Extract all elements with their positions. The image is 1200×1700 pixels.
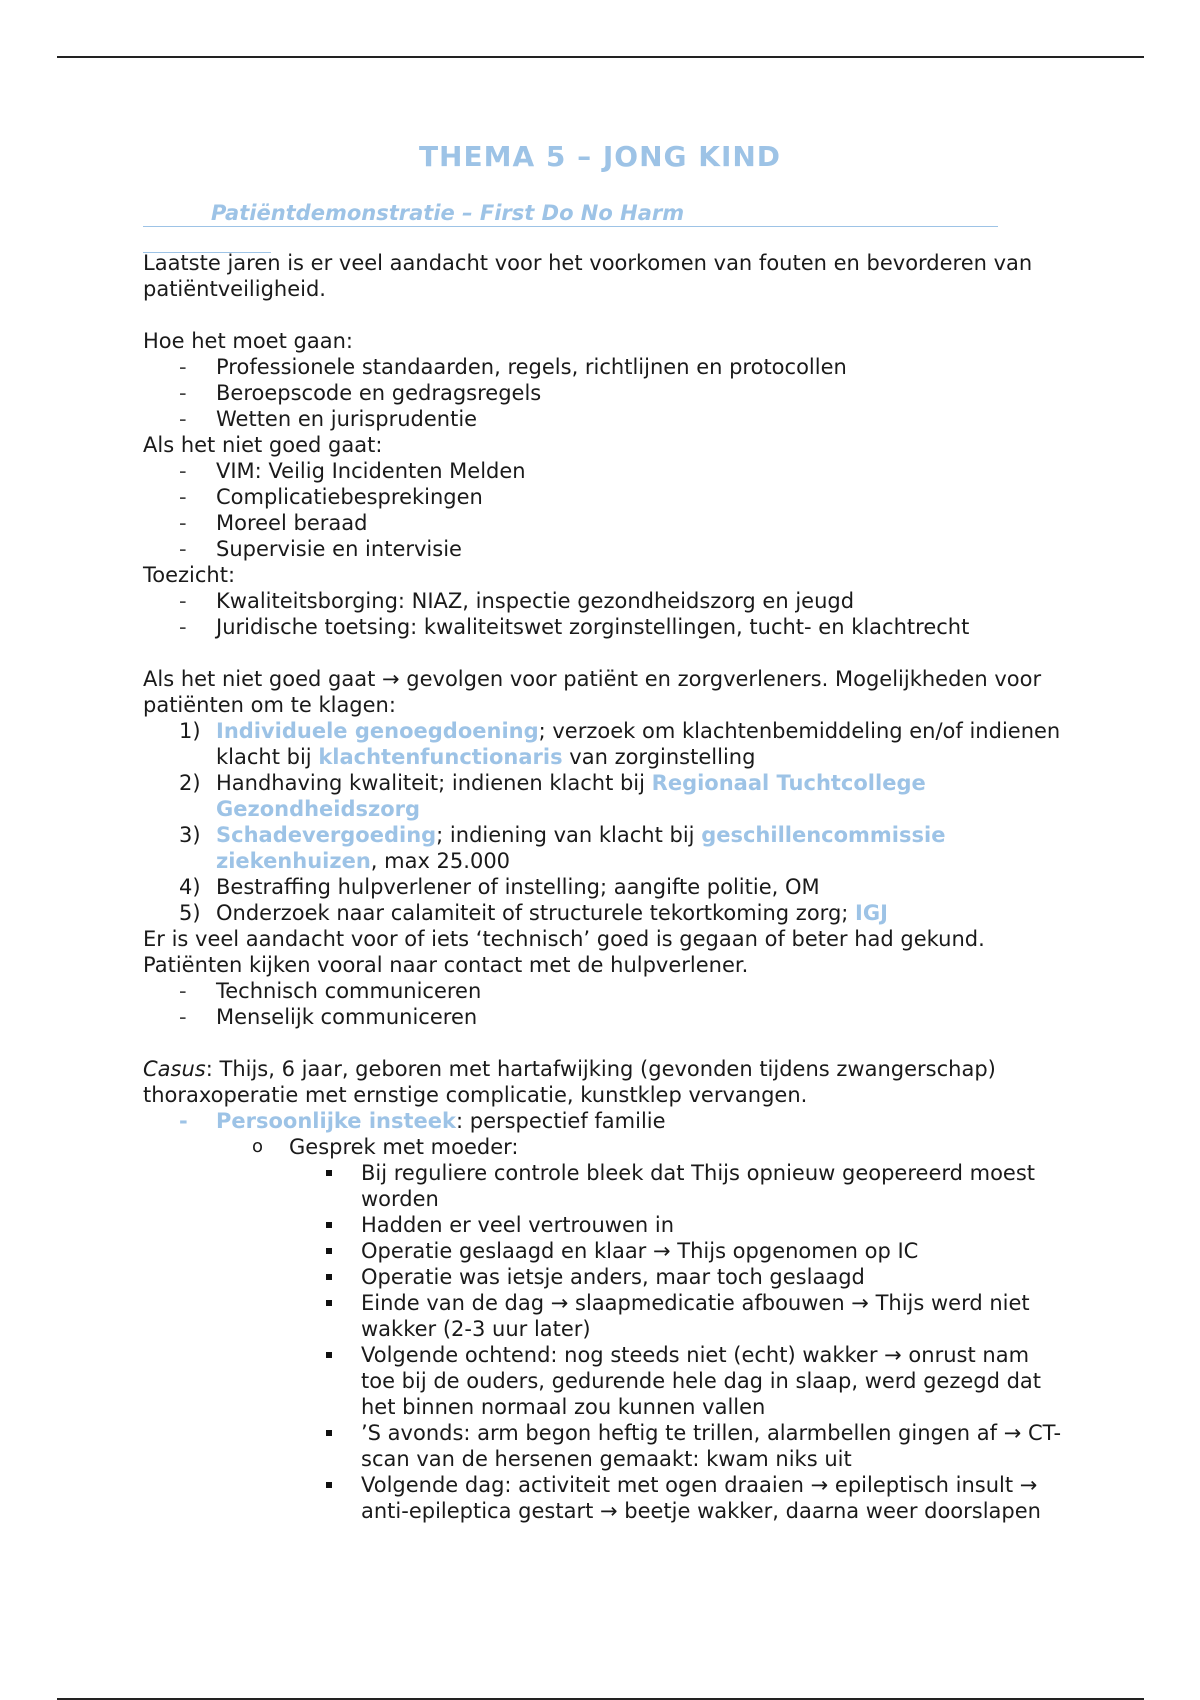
section-heading: Toezicht: [143, 563, 236, 587]
list-item: ’S avonds: arm begon heftig te trillen, alarmbellen gingen af → CT-scan van de hersenen gemaakt: kwam niks uit [143, 1420, 1063, 1472]
intro-paragraph: Laatste jaren is er veel aandacht voor het voorkomen van fouten en bevorderen van patiëntveiligheid. [143, 251, 1033, 301]
list-item: Volgende ochtend: nog steeds niet (echt) wakker → onrust nam toe bij de ouders, gedurende hele dag in slaap, werd gezegd dat het binnen normaal zou kunnen vallen [143, 1342, 1063, 1420]
item-number: 1) [179, 719, 201, 743]
highlight-term: klachtenfunctionaris [318, 745, 563, 769]
list-item [143, 770, 1063, 822]
list-item: Hadden er veel vertrouwen in [143, 1212, 1063, 1238]
casus-label: Casus [143, 1057, 206, 1081]
item-number: 4) [179, 875, 201, 899]
list-item: - Supervisie en intervisie [143, 536, 1063, 562]
list-item [143, 822, 1063, 874]
item-text: Onderzoek naar calamiteit of structurele tekortkoming zorg; [216, 901, 856, 925]
document-body [143, 250, 1063, 1524]
highlight-term: Regionaal Tuchtcollege Gezondheidszorg [216, 771, 926, 821]
sub-list [143, 1134, 1063, 1160]
list-item: - Technisch communiceren [143, 978, 1063, 1004]
subtitle: Patiëntdemonstratie – First Do No Harm [211, 201, 685, 225]
list-item [143, 900, 1063, 926]
consequences-intro: Als het niet goed gaat → gevolgen voor patiënt en zorgverleners. Mogelijkheden voor patiënten om te klagen: [143, 667, 1042, 717]
list-item: - Menselijk communiceren [143, 1004, 1063, 1030]
list-item: Operatie was ietsje anders, maar toch geslaagd [143, 1264, 1063, 1290]
list-item: - Moreel beraad [143, 510, 1063, 536]
list-item: - Beroepscode en gedragsregels [143, 380, 1063, 406]
section-heading: Als het niet goed gaat: [143, 433, 383, 457]
item-number: 5) [179, 901, 201, 925]
list-item [143, 1108, 1063, 1134]
list-item: - Professionele standaarden, regels, richtlijnen en protocollen [143, 354, 1063, 380]
bullet-list [143, 588, 1063, 640]
bullet-list [143, 1108, 1063, 1134]
list-item: - Complicatiebesprekingen [143, 484, 1063, 510]
item-text: Handhaving kwaliteit; indienen klacht bij [216, 771, 652, 795]
numbered-list [143, 718, 1063, 926]
list-item: Einde van de dag → slaapmedicatie afbouwen → Thijs werd niet wakker (2-3 uur later) [143, 1290, 1063, 1342]
attention-line: Patiënten kijken vooral naar contact met de hulpverlener. [143, 953, 749, 977]
item-text: van zorginstelling [562, 745, 756, 769]
page-title: THEMA 5 – JONG KIND [418, 140, 782, 173]
item-number: 2) [179, 771, 201, 795]
list-item [143, 1134, 1063, 1160]
list-item: - Wetten en jurisprudentie [143, 406, 1063, 432]
item-text: ; verzoek om klachtenbemiddeling en/of indienen klacht bij [216, 719, 1061, 769]
highlight-term: geschillencommissie ziekenhuizen [216, 823, 946, 873]
list-item [143, 874, 1063, 900]
square-bullet-list [143, 1160, 1063, 1524]
attention-line: Er is veel aandacht voor of iets ‘technisch’ goed is gegaan of beter had gekund. [143, 927, 985, 951]
casus-text: : Thijs, 6 jaar, geboren met hartafwijking (gevonden tijdens zwangerschap) thoraxoperatie met ernstige complicatie, kunstklep vervangen. [143, 1057, 996, 1107]
bullet-list [143, 458, 1063, 562]
item-text: , max 25.000 [370, 849, 511, 873]
highlight-term: Schadevergoeding [216, 823, 437, 847]
list-item: Bij reguliere controle bleek dat Thijs opnieuw geopereerd moest worden [143, 1160, 1063, 1212]
bullet-list [143, 978, 1063, 1030]
circle-bullet-icon: o [252, 1136, 264, 1157]
subtitle-bar [143, 200, 998, 227]
item-number: 3) [179, 823, 201, 847]
header-rule [57, 56, 1144, 58]
highlight-term: IGJ [855, 901, 888, 925]
casus-paragraph [143, 1056, 1063, 1108]
highlight-term: Individuele genoegdoening [216, 719, 539, 743]
bullet-list [143, 354, 1063, 432]
list-item [143, 718, 1063, 770]
list-item: Operatie geslaagd en klaar → Thijs opgenomen op IC [143, 1238, 1063, 1264]
item-text: Gesprek met moeder: [289, 1135, 519, 1159]
highlight-term: Persoonlijke insteek [216, 1109, 456, 1133]
item-text: ; indiening van klacht bij [436, 823, 702, 847]
list-item: - Juridische toetsing: kwaliteitswet zorginstellingen, tucht- en klachtrecht [143, 614, 1063, 640]
item-text: : perspectief familie [455, 1109, 666, 1133]
item-text: Bestraffing hulpverlener of instelling; aangifte politie, OM [216, 875, 820, 899]
list-item: - Kwaliteitsborging: NIAZ, inspectie gezondheidszorg en jeugd [143, 588, 1063, 614]
list-item: Volgende dag: activiteit met ogen draaien → epileptisch insult → anti-epileptica gestart → beetje wakker, daarna weer doorslapen [143, 1472, 1063, 1524]
list-item: - VIM: Veilig Incidenten Melden [143, 458, 1063, 484]
section-heading: Hoe het moet gaan: [143, 329, 353, 353]
